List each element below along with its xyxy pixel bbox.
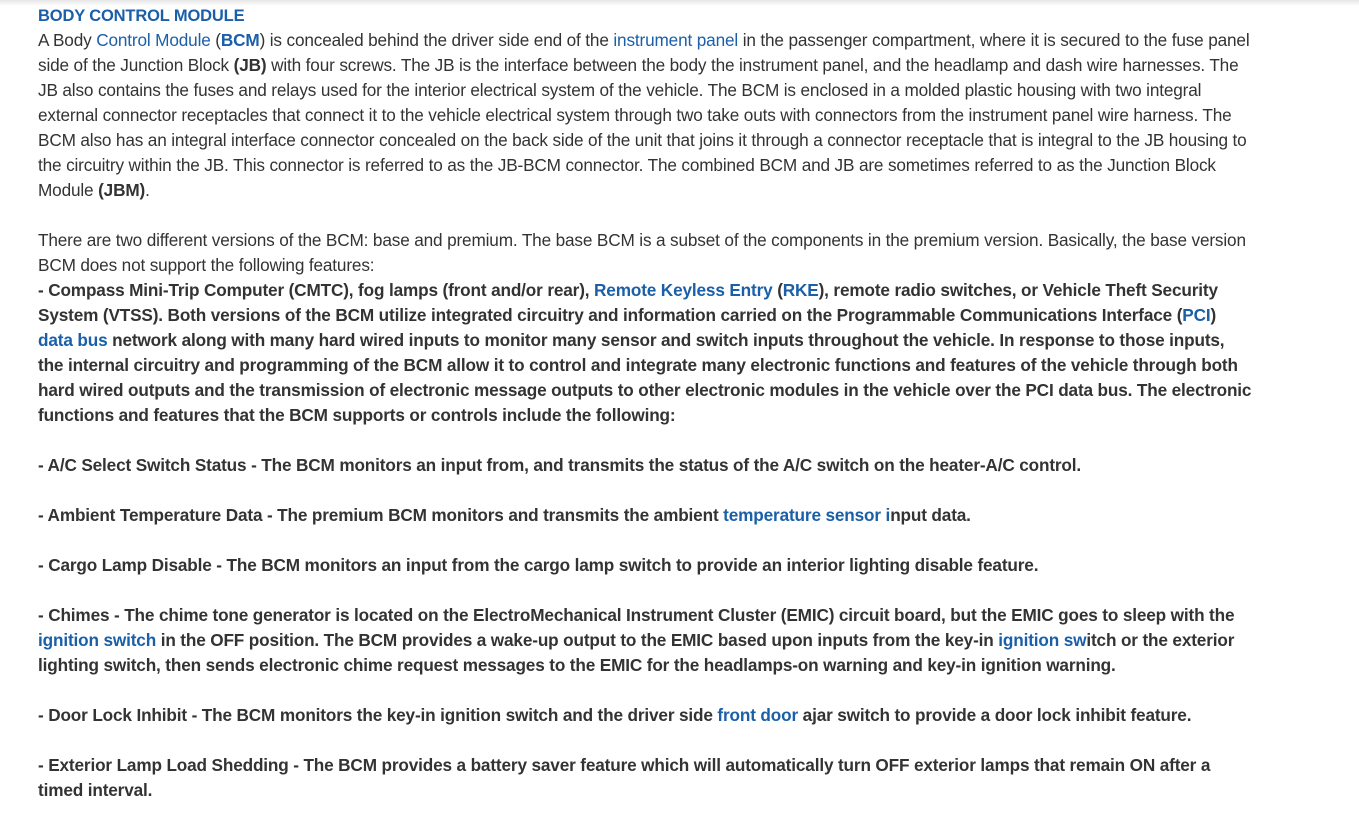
bcm-abbrev: BCM [220,30,260,50]
chimes-text-1: - Chimes - The chime tone generator is located on the ElectroMechanical Instrument Cluster (EMIC) circuit board, but the EMIC goes to sleep with the [38,605,1235,625]
top-shadow [0,0,1359,6]
features-text-1: - Compass Mini-Trip Computer (CMTC), fog lamps (front and/or rear), [38,280,595,300]
intro-text-2: ( [210,30,221,50]
intro-paragraph [38,28,1253,203]
spacer [38,728,1253,753]
feature-cargo-lamp: - Cargo Lamp Disable - The BCM monitors an input from the cargo lamp switch to provide an interior lighting disable feature. [38,555,1039,575]
intro-text-5: with four screws. The JB is the interface between the body the instrument panel, and the headlamp and dash wire harnesses. The JB also contains the fuses and relays used for the interior electrical system of the vehicle. The BCM is enclosed in a molded plastic housing with two integral external connector receptacles that connect it to the vehicle electrical system through two take outs with connectors from the instrument panel wire harness. The BCM also has an integral interface connector concealed on the back side of the unit that joins it through a connector receptacle that is integral to the JB housing to the circuitry within the JB. This connector is referred to as the JB-BCM connector. The combined BCM and JB are sometimes referred to as the Junction Block Module [38,55,1247,200]
intro-text-6: . [145,180,150,200]
ambient-text-1: - Ambient Temperature Data - The premium BCM monitors and transmits the ambient [38,505,724,525]
chimes-text-2: in the OFF position. The BCM provides a wake-up output to the EMIC based upon inputs from the key-in [156,630,999,650]
base-features-paragraph [38,278,1253,428]
features-text-4: ) [1210,305,1217,325]
features-text-2: ( [772,280,783,300]
chimes-text-3: itch or the exterior lighting switch, then sends electronic chime request messages to the EMIC for the headlamps-on warning and key-in ignition warning. [38,630,1235,675]
remote-keyless-entry-link[interactable]: Remote Keyless Entry [594,280,773,300]
spacer [38,203,1253,228]
instrument-panel-link[interactable]: instrument panel [613,30,739,50]
feature-chimes [38,603,1253,678]
spacer [38,478,1253,503]
feature-exterior-lamp-load-shedding: - Exterior Lamp Load Shedding - The BCM provides a battery saver feature which will automatically turn OFF exterior lamps that remain ON after a timed interval. [38,755,1211,800]
intro-text-3: ) is concealed behind the driver side end of the [259,30,614,50]
rke-link[interactable]: RKE [782,280,819,300]
features-text-3: ), remote radio switches, or Vehicle Theft Security System (VTSS). Both versions of the BCM utilize integrated circuitry and information carried on the Programmable Communications Interface ( [38,280,1218,325]
front-door-link[interactable]: front door [717,705,799,725]
ignition-switch-link-2[interactable]: ignition sw [998,630,1087,650]
versions-paragraph: There are two different versions of the BCM: base and premium. The base BCM is a subset of the components in the premium version. Basically, the base version BCM does not support the following features: [38,230,1246,275]
jb-abbrev: (JB) [233,55,267,75]
control-module-link[interactable]: Control Module [96,30,211,50]
spacer [38,678,1253,703]
ambient-text-2: nput data. [890,505,971,525]
document-body [38,5,1253,803]
feature-door-lock-inhibit [38,703,1253,728]
jbm-abbrev: (JBM) [98,180,146,200]
feature-ambient-temperature [38,503,1253,528]
pci-link[interactable]: PCI [1182,305,1211,325]
page-title: BODY CONTROL MODULE [38,7,245,25]
data-bus-link[interactable]: data bus [38,330,108,350]
ignition-switch-link[interactable]: ignition switch [38,630,157,650]
door-text-1: - Door Lock Inhibit - The BCM monitors the key-in ignition switch and the driver side [38,705,718,725]
door-text-2: ajar switch to provide a door lock inhibit feature. [798,705,1192,725]
temperature-sensor-link[interactable]: temperature sensor i [723,505,891,525]
feature-ac-select: - A/C Select Switch Status - The BCM monitors an input from, and transmits the status of the A/C switch on the heater-A/C control. [38,455,1082,475]
intro-text-1: A Body [38,30,97,50]
intro-text-4: in the passenger compartment, where it is secured to the fuse panel side of the Junction Block [38,30,1250,75]
spacer [38,428,1253,453]
spacer [38,528,1253,553]
spacer [38,578,1253,603]
features-text-5: network along with many hard wired inputs to monitor many sensor and switch inputs throughout the vehicle. In response to those inputs, the internal circuitry and programming of the BCM allow it to control and integrate many electronic functions and features of the vehicle through both hard wired outputs and the transmission of electronic message outputs to other electronic modules in the vehicle over the PCI data bus. The electronic functions and features that the BCM supports or controls include the following: [38,330,1252,425]
